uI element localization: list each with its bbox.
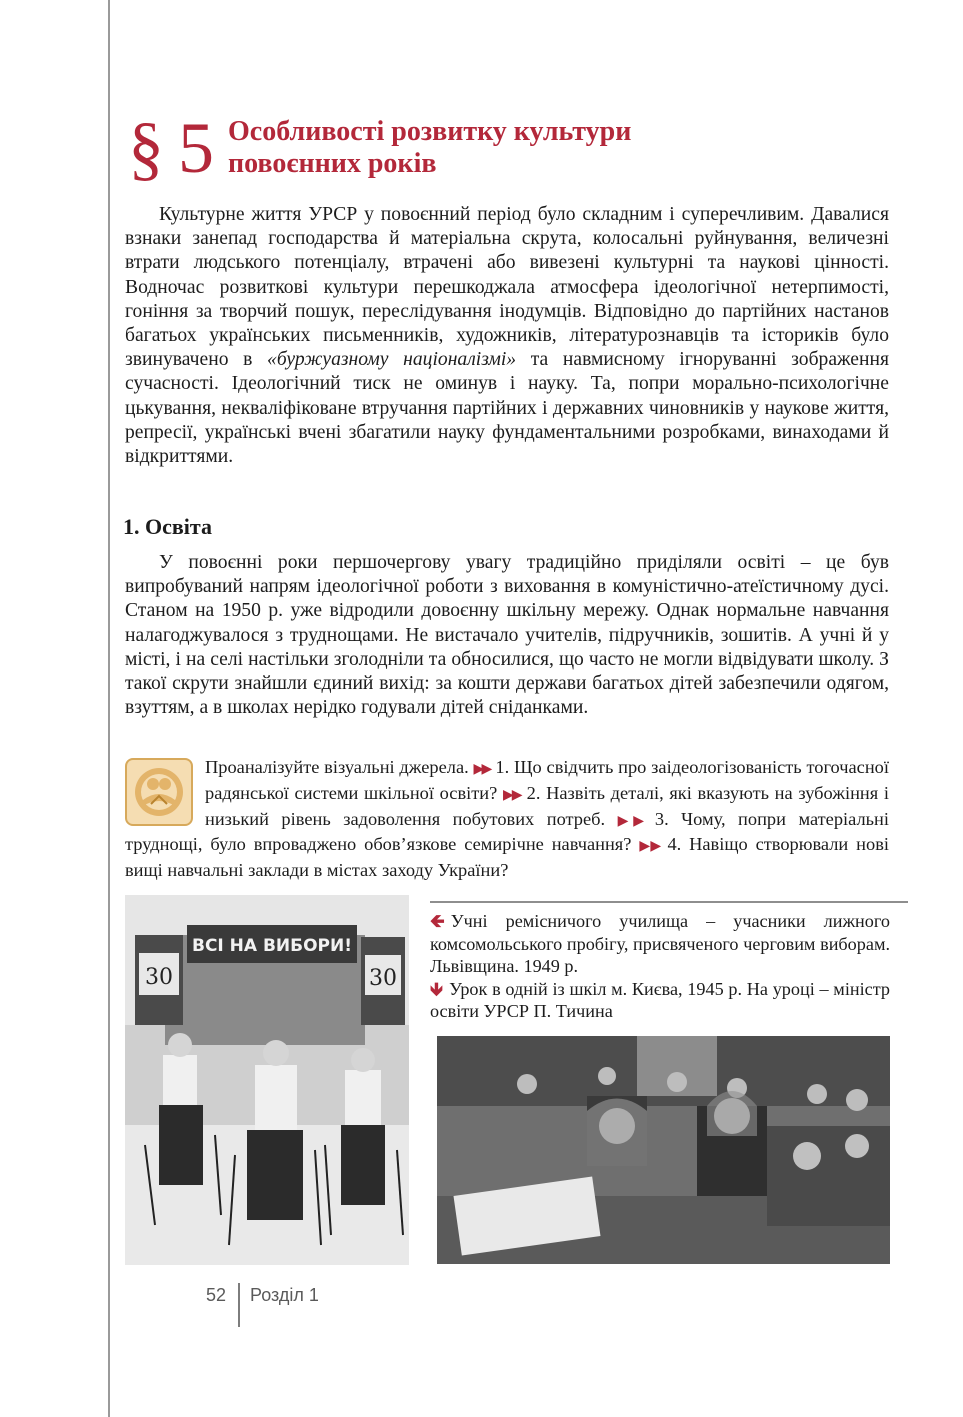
page-number: 52 [206, 1285, 227, 1305]
intro-paragraph [125, 203, 889, 469]
photo-ski-parade [125, 895, 409, 1265]
arrow-left-icon: 🡸 [430, 911, 445, 931]
arrow-icon: ▶▶ [502, 787, 521, 803]
section-number: § 5 [128, 108, 212, 188]
section-header [128, 108, 888, 188]
analysis-task [125, 756, 889, 886]
photo-captions [430, 910, 890, 1023]
section-title [228, 116, 631, 180]
photo-banner-number-right: 30 [369, 966, 397, 991]
intro-italic-term: «буржуазному націоналізмі» [267, 349, 517, 371]
arrow-icon: ▶▶ [473, 762, 490, 777]
section-title-line-1: Особливості розвитку культури [228, 116, 632, 147]
arrow-down-icon: 🡻 [430, 978, 444, 999]
arrow-icon: ▶▶ [617, 813, 649, 829]
caption-photo-class-text: Урок в одній із шкіл м. Києва, 1945 р. На уроці – міністр освіти УРСР П. Тичина [430, 978, 890, 1022]
caption-photo-ski-text: Учні ремісничого училища – учасники лижного комсомольського пробігу, присвяченого черговим виборам. Львівщина. 1949 р. [430, 911, 890, 977]
footer-divider [238, 1283, 240, 1327]
task-text [125, 756, 889, 882]
intro-text-1: Культурне життя УРСР у повоєнний період було складним і суперечливим. Давалися взнаки занепад господарства й матеріальна скрута, колосальні руйнування, величезні втрати людського потенціалу, втрачені або вивезені культурні та наукові цінності. Водночас розвиткові культури перешкоджала атмосфера ідеологічної нетерпимості, гоніння за творчий пошук, переслідування інодумців. Відповідно до партійних настанов багатьох українських письменників, художників, літературознавців та істориків було звинувачено в [125, 204, 889, 371]
education-paragraph: У повоєнні роки першочергову увагу традиційно приділяли освіті – це був випробуваний напрям ідеологічної роботи з виховання в комуністично-атеїстичному дусі. Станом на 1950 р. уже відродили довоєнну шкільну мережу. Однак нормальне навчання налагоджувалося з труднощами. Не вистачало учителів, підручників, зошитів. А учні й у місті, і на селі настільки зголодніли та обносилися, що часто не могли відвідувати школу. З такої скрути знайшли єдиний вихід: за кошти держави багатьох дітей забезпечили одягом, взуттям, а в школах нерідко годували дітей сніданками. [125, 552, 889, 719]
task-question-4: 4. Навіщо створювали нові вищі навчальні заклади в містах заходу України? [125, 834, 889, 881]
task-question-2: 2. Назвіть деталі, які вказують на зубожіння і низький рівень задоволення побутових потреб. [205, 782, 889, 829]
analysis-icon [125, 758, 193, 826]
task-intro: Проаналізуйте візуальні джерела. [205, 757, 469, 777]
caption-divider [430, 901, 908, 903]
intro-text-2: та навмисному ігноруванні зображення сучасності. Ідеологічний тиск не оминув і науку. Та, попри морально-психологічне цькування, некваліфіковане втручання партійних і державних чиновників у наукове життя, репресії, українські вчені збагатили науку фундаментальними розробками, винаходами й відкриттями. [125, 349, 889, 468]
caption-photo-class [430, 978, 890, 1023]
task-question-3: 3. Чому, попри матеріальні труднощі, було впроваджено обов’язкове семирічне навчання? [125, 808, 889, 855]
task-question-1: 1. Що свідчить про заідеологізованість тогочасної радянської системи шкільної освіти? [205, 757, 889, 803]
page-margin-rule [108, 0, 110, 1417]
photo-banner-number-left: 30 [145, 965, 173, 990]
section-title-line-2: повоєнних років [228, 148, 437, 179]
chapter-label: Розділ 1 [250, 1285, 319, 1305]
photo-classroom [437, 1036, 890, 1264]
arrow-icon: ▶▶ [639, 839, 662, 855]
caption-photo-ski [430, 910, 890, 978]
photo-banner-text: ВСІ НА ВИБОРИ! [191, 936, 353, 956]
subsection-heading: 1. Освіта [123, 514, 212, 539]
